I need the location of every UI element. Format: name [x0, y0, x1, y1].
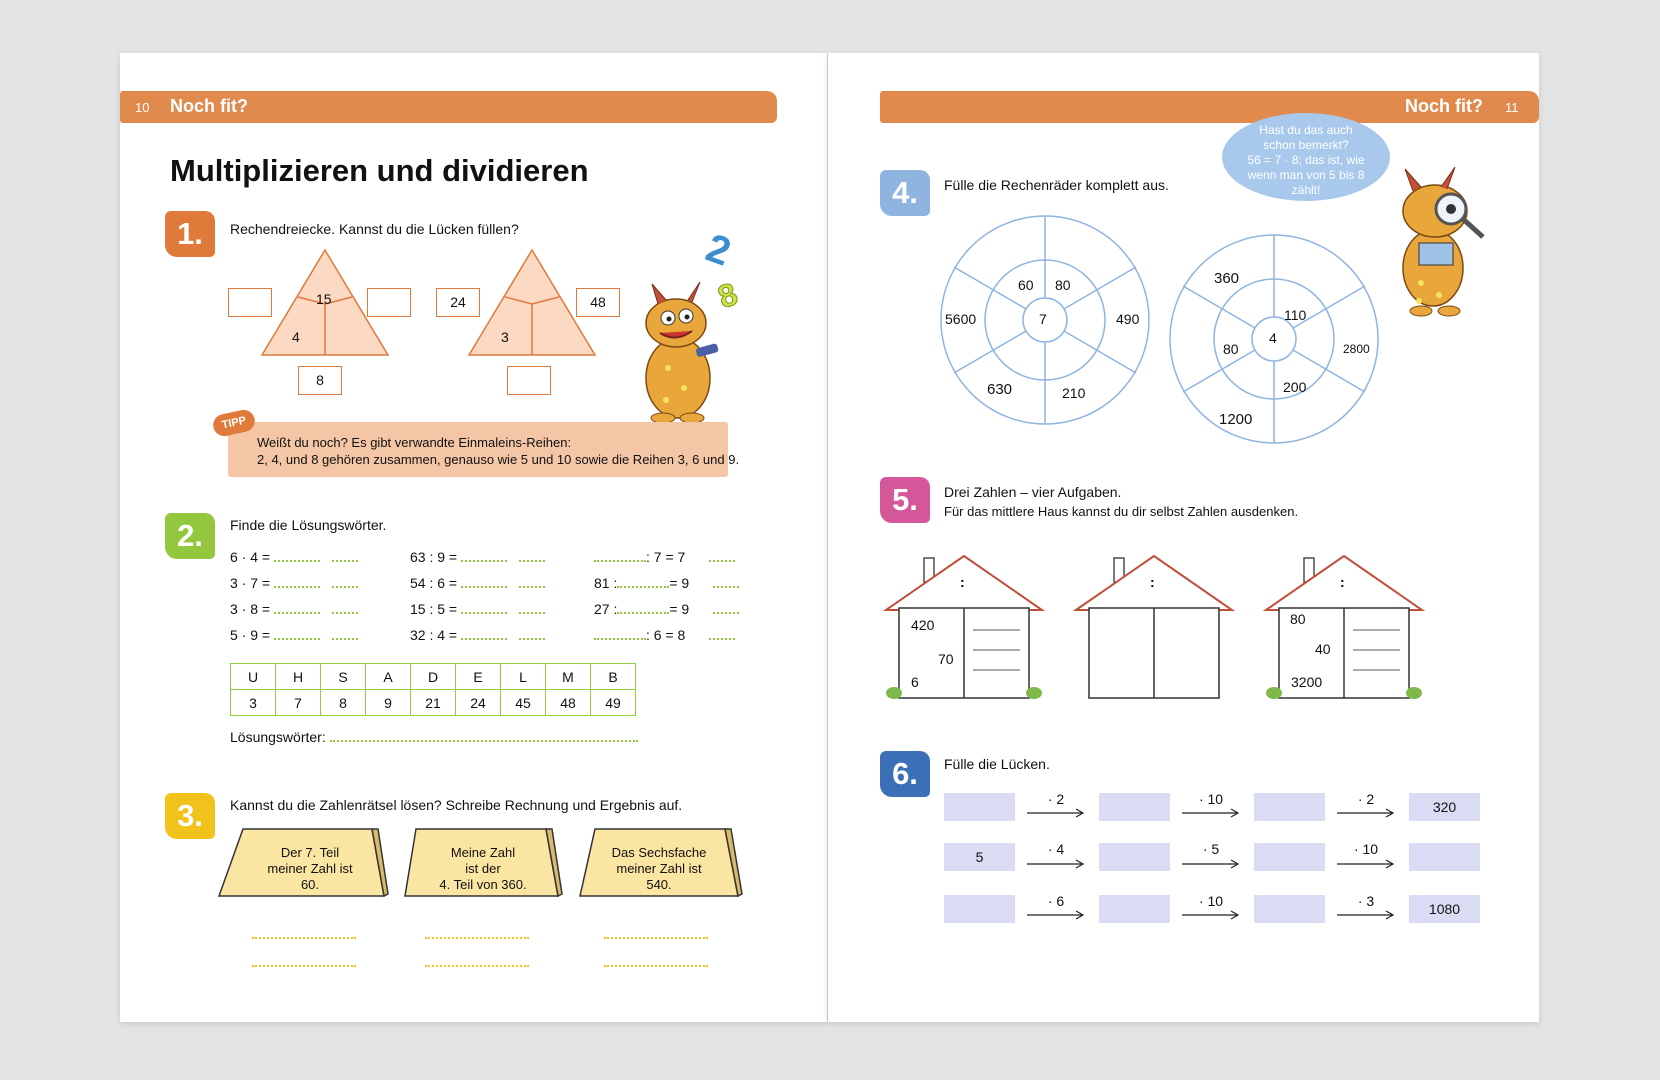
- equation: 27 : = 9: [594, 601, 739, 617]
- right-page-number: 11: [1505, 100, 1519, 115]
- wheel-1-outer-value: 490: [1116, 311, 1140, 327]
- right-page: [828, 53, 1539, 1022]
- svg-text:8: 8: [713, 275, 743, 316]
- exercise-6-instruction: Fülle die Lücken.: [944, 756, 1050, 772]
- house-1-number: 70: [938, 651, 954, 667]
- code-number: 3: [231, 690, 276, 716]
- riddle-3-answer[interactable]: [604, 954, 708, 972]
- code-number: 21: [411, 690, 456, 716]
- wheel-2-inner-value: 80: [1223, 341, 1239, 357]
- triangle-1-left-value: 4: [292, 329, 300, 345]
- chain-cell[interactable]: [1099, 843, 1170, 871]
- chain-operator: · 10: [1198, 791, 1224, 807]
- right-arrow-icon: [1337, 910, 1395, 920]
- right-arrow-icon: [1337, 808, 1395, 818]
- exercise-4-instruction: Fülle die Rechenräder komplett aus.: [944, 177, 1169, 193]
- code-letter: H: [276, 664, 321, 690]
- answer-input[interactable]: [330, 730, 638, 742]
- house-3-number: 80: [1290, 611, 1306, 627]
- exercise-3-badge: 3.: [165, 793, 215, 839]
- code-letters-row: [231, 664, 636, 690]
- left-header-title: Noch fit?: [170, 96, 248, 116]
- house-1-roof-symbol: :: [960, 574, 965, 590]
- house-3-roof-symbol: :: [1340, 574, 1345, 590]
- code-letter: M: [546, 664, 591, 690]
- house-3-number: 40: [1315, 641, 1331, 657]
- house-3: [1266, 556, 1422, 699]
- right-arrow-icon: [1027, 808, 1085, 818]
- chain-cell[interactable]: 320: [1409, 793, 1480, 821]
- wheel-1-inner-value: 60: [1018, 277, 1034, 293]
- wheel-1-inner-value: 80: [1055, 277, 1071, 293]
- triangle-1-top-value: 15: [316, 291, 332, 307]
- exercise-2-instruction: Finde die Lösungswörter.: [230, 517, 387, 533]
- wheel-2-center: 4: [1269, 330, 1277, 346]
- page-title: Multiplizieren und dividieren: [170, 153, 589, 188]
- answer-line: Lösungswörter:: [230, 729, 638, 745]
- triangle-2-right-box[interactable]: 48: [576, 288, 620, 317]
- house-1-number: 420: [911, 617, 935, 633]
- chain-operator: · 10: [1353, 841, 1379, 857]
- svg-text:2: 2: [700, 225, 737, 275]
- chain-cell[interactable]: [944, 793, 1015, 821]
- chain-cell[interactable]: 1080: [1409, 895, 1480, 923]
- equation: 6 · 4 =: [230, 549, 358, 565]
- code-letter: B: [591, 664, 636, 690]
- wheel-1-outer-value: 5600: [945, 311, 977, 327]
- equation: : 7 = 7: [594, 549, 735, 565]
- equation: 3 · 7 =: [230, 575, 358, 591]
- code-number: 9: [366, 690, 411, 716]
- wheel-2-outer-value: 2800: [1343, 342, 1370, 356]
- equation: : 6 = 8: [594, 627, 735, 643]
- exercise-4-badge: 4.: [880, 170, 930, 216]
- tip-line-2: 2, 4, und 8 gehören zusammen, genauso wie 5 und 10 sowie die Reihen 3, 6 und 9.: [257, 452, 740, 467]
- chain-cell[interactable]: [1254, 843, 1325, 871]
- wheel-2-inner-value: 110: [1284, 307, 1307, 323]
- right-arrow-icon: [1027, 910, 1085, 920]
- right-arrow-icon: [1337, 859, 1395, 869]
- code-number: 49: [591, 690, 636, 716]
- wheel-1-center: 7: [1039, 311, 1047, 327]
- right-arrow-icon: [1182, 808, 1240, 818]
- chain-operator: · 2: [1357, 791, 1375, 807]
- right-header-title: Noch fit?: [1405, 96, 1483, 116]
- equation: 54 : 6 =: [410, 575, 545, 591]
- chain-cell[interactable]: [1254, 895, 1325, 923]
- triangle-2-left-box[interactable]: 24: [436, 288, 480, 317]
- triangle-2-left-value: 3: [501, 329, 509, 345]
- wheel-1-outer-value: 630: [987, 381, 1013, 398]
- code-letter: L: [501, 664, 546, 690]
- equation: 32 : 4 =: [410, 627, 545, 643]
- exercise-1-badge: 1.: [165, 211, 215, 257]
- equation: 5 · 9 =: [230, 627, 358, 643]
- chain-operator: · 3: [1357, 893, 1375, 909]
- triangle-1-right-box[interactable]: [367, 288, 411, 317]
- code-letter: D: [411, 664, 456, 690]
- chain-cell[interactable]: [1099, 895, 1170, 923]
- chain-cell[interactable]: 5: [944, 843, 1015, 871]
- code-number: 48: [546, 690, 591, 716]
- exercise-1-instruction: Rechendreiecke. Kannst du die Lücken füllen?: [230, 221, 519, 237]
- code-number: 8: [321, 690, 366, 716]
- riddle-2-text: Meine Zahl ist der 4. Teil von 360.: [439, 845, 527, 892]
- equation: 63 : 9 =: [410, 549, 545, 565]
- chain-cell[interactable]: [1254, 793, 1325, 821]
- riddle-1-text: Der 7. Teil meiner Zahl ist 60.: [267, 845, 353, 892]
- right-arrow-icon: [1182, 859, 1240, 869]
- equation: 81 : = 9: [594, 575, 739, 591]
- equation: 3 · 8 =: [230, 601, 358, 617]
- riddle-3-text: Das Sechsfache meiner Zahl ist 540.: [611, 845, 707, 892]
- riddle-1-answer[interactable]: [252, 954, 356, 972]
- code-letter: E: [456, 664, 501, 690]
- triangle-1-left-box[interactable]: [228, 288, 272, 317]
- chain-cell[interactable]: [944, 895, 1015, 923]
- chain-cell[interactable]: [1409, 843, 1480, 871]
- wheel-1-outer-value: 210: [1062, 385, 1086, 401]
- houses-drawing: [828, 53, 1539, 733]
- wheel-2-outer-value: 360: [1214, 270, 1240, 287]
- code-table: [230, 663, 636, 716]
- chain-operator: · 10: [1198, 893, 1224, 909]
- riddle-3-answer[interactable]: [604, 926, 708, 944]
- house-2-roof-symbol: :: [1150, 574, 1155, 590]
- triangle-1-bottom-box[interactable]: 8: [298, 366, 342, 395]
- exercise-3-instruction: Kannst du die Zahlenrätsel lösen? Schreibe Rechnung und Ergebnis auf.: [230, 797, 683, 813]
- wheel-2-inner-value: 200: [1283, 379, 1307, 395]
- house-1-number: 6: [911, 674, 919, 690]
- exercise-5-badge: 5.: [880, 477, 930, 523]
- chain-operator: · 4: [1047, 841, 1065, 857]
- house-3-number: 3200: [1291, 674, 1323, 690]
- code-letter: S: [321, 664, 366, 690]
- chain-cell[interactable]: [1099, 793, 1170, 821]
- exercise-5-instruction-2: Für das mittlere Haus kannst du dir selbst Zahlen ausdenken.: [944, 504, 1299, 519]
- right-arrow-icon: [1027, 859, 1085, 869]
- house-2: [1076, 556, 1232, 698]
- equation: 15 : 5 =: [410, 601, 545, 617]
- chain-operator: · 2: [1047, 791, 1065, 807]
- tip-line-1: Weißt du noch? Es gibt verwandte Einmaleins-Reihen:: [257, 435, 572, 450]
- chain-operator: · 5: [1202, 841, 1220, 857]
- right-arrow-icon: [1182, 910, 1240, 920]
- code-number: 24: [456, 690, 501, 716]
- code-letter: U: [231, 664, 276, 690]
- exercise-2-badge: 2.: [165, 513, 215, 559]
- code-number: 7: [276, 690, 321, 716]
- riddle-1-answer[interactable]: [252, 926, 356, 944]
- tip-label: TIPP: [211, 408, 257, 438]
- exercise-6-badge: 6.: [880, 751, 930, 797]
- triangle-2-bottom-box[interactable]: [507, 366, 551, 395]
- code-numbers-row: [231, 690, 636, 716]
- left-page-number: 10: [135, 100, 150, 115]
- left-page: [120, 53, 827, 1022]
- code-letter: A: [366, 664, 411, 690]
- monster-illustration: [618, 218, 768, 428]
- chain-operator: · 6: [1047, 893, 1065, 909]
- exercise-5-instruction-1: Drei Zahlen – vier Aufgaben.: [944, 484, 1122, 500]
- house-1: [886, 556, 1042, 699]
- riddle-2-answer[interactable]: [425, 926, 529, 944]
- speech-bubble-text: Hast du das auch schon bemerkt? 56 = 7 · 8; das ist, wie wenn man von 5 bis 8 zählt!: [1247, 123, 1365, 197]
- wheel-2-outer-value: 1200: [1219, 411, 1253, 428]
- riddle-2-answer[interactable]: [425, 954, 529, 972]
- code-number: 45: [501, 690, 546, 716]
